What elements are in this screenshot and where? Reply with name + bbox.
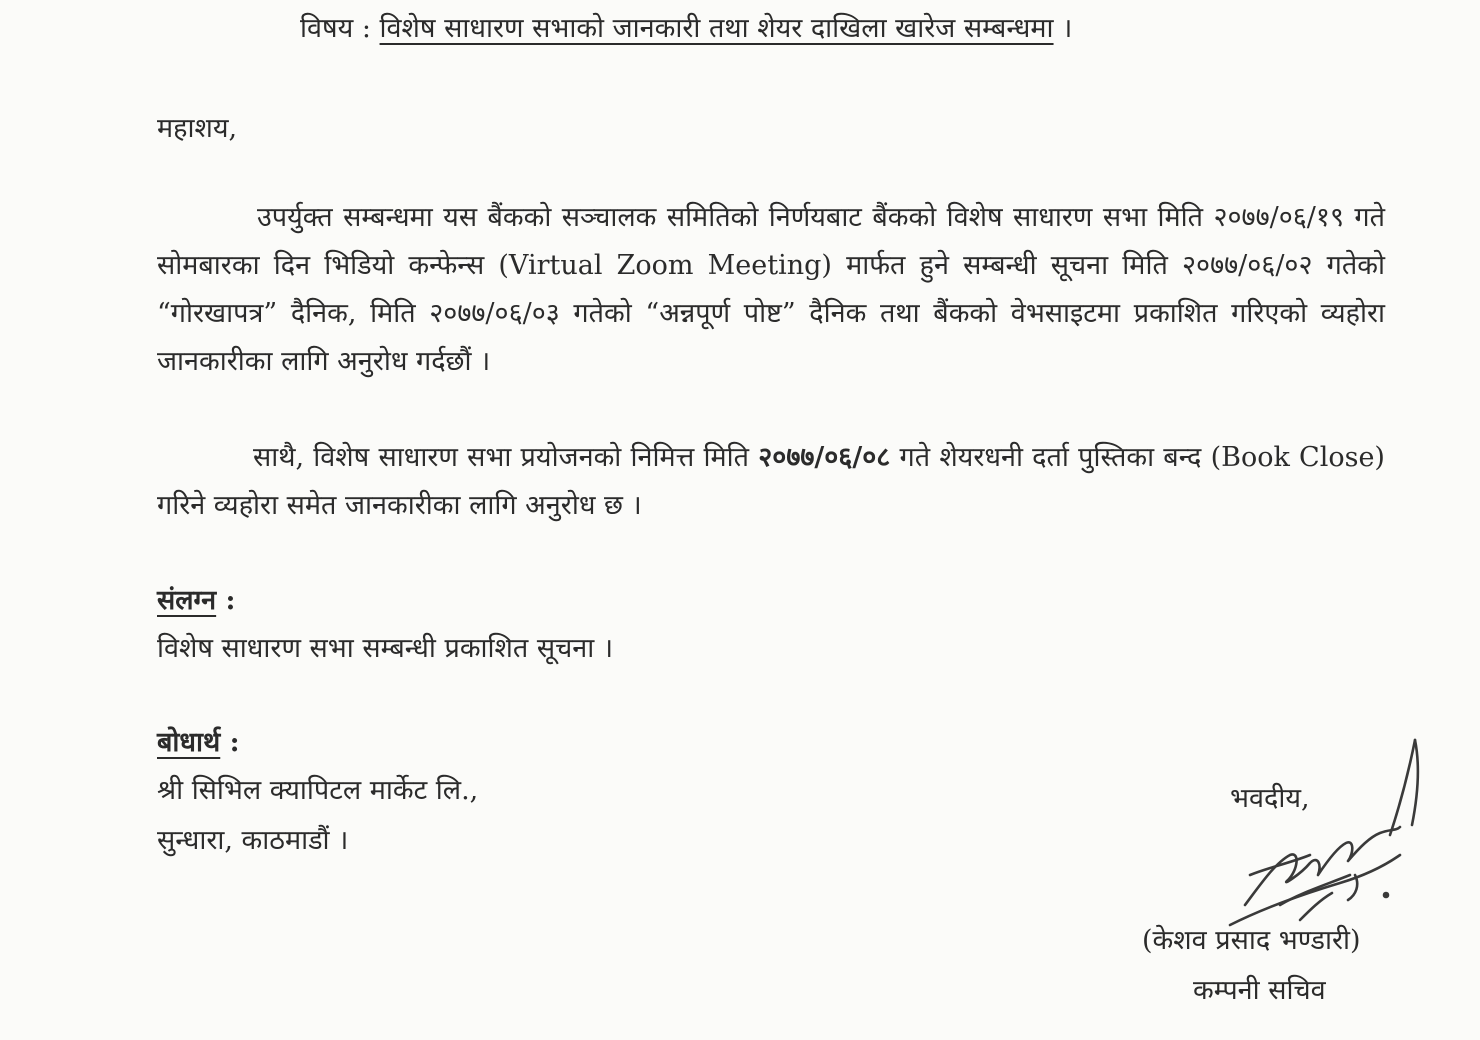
attachment-heading-colon: :: [225, 585, 236, 616]
cc-heading: [157, 722, 240, 759]
cc-recipient-name: श्री सिभिल क्यापिटल मार्केट लि.,: [157, 775, 479, 806]
signer-title: कम्पनी सचिव: [1193, 975, 1326, 1006]
attachment-text: विशेष साधारण सभा सम्बन्धी प्रकाशित सूचना ।: [157, 633, 614, 664]
subject-text: विशेष साधारण सभाको जानकारी तथा शेयर दाखिला खारेज सम्बन्धमा: [379, 13, 1054, 44]
paragraph-book-close: [157, 434, 1385, 530]
subject-line: [300, 8, 1072, 45]
cc-recipient-address: सुन्धारा, काठमाडौं ।: [157, 825, 349, 856]
cc-heading-label: बोधार्थ: [157, 727, 221, 758]
subject-label: विषय :: [300, 13, 371, 44]
subject-end: ।: [1062, 13, 1073, 44]
closing-text: भवदीय,: [1230, 783, 1310, 814]
signer-name: (केशव प्रसाद भण्डारी): [1142, 925, 1361, 956]
salutation: महाशय,: [157, 113, 238, 144]
cc-heading-colon: :: [229, 727, 240, 758]
book-close-text-after: गते शेयरधनी दर्ता पुस्तिका बन्द (Book Close) गरिने व्यहोरा समेत जानकारीका लागि अनुरोध छ ।: [157, 442, 1385, 521]
book-close-date: २०७७/०६/०८: [758, 442, 891, 473]
paragraph-announcement: उपर्युक्त सम्बन्धमा यस बैंकको सञ्चालक समितिको निर्णयबाट बैंकको विशेष साधारण सभा मिति २०७७/०६/१९ गते सोमबारका दिन भिडियो कन्फेन्स (Virtual Zoom Meeting) मार्फत हुने सम्बन्धी सूचना मिति २०७७/०६/०२ गतेको “गोरखापत्र” दैनिक, मिति २०७७/०६/०३ गतेको “अन्नपूर्ण पोष्ट” दैनिक तथा बैंकको वेभसाइटमा प्रकाशित गरिएको व्यहोरा जानकारीका लागि अनुरोध गर्दछौं ।: [157, 202, 1385, 377]
book-close-text-before: साथै, विशेष साधारण सभा प्रयोजनको निमित्त मिति: [253, 442, 750, 473]
attachment-heading: [157, 580, 236, 617]
attachment-heading-label: संलग्न: [157, 585, 217, 616]
